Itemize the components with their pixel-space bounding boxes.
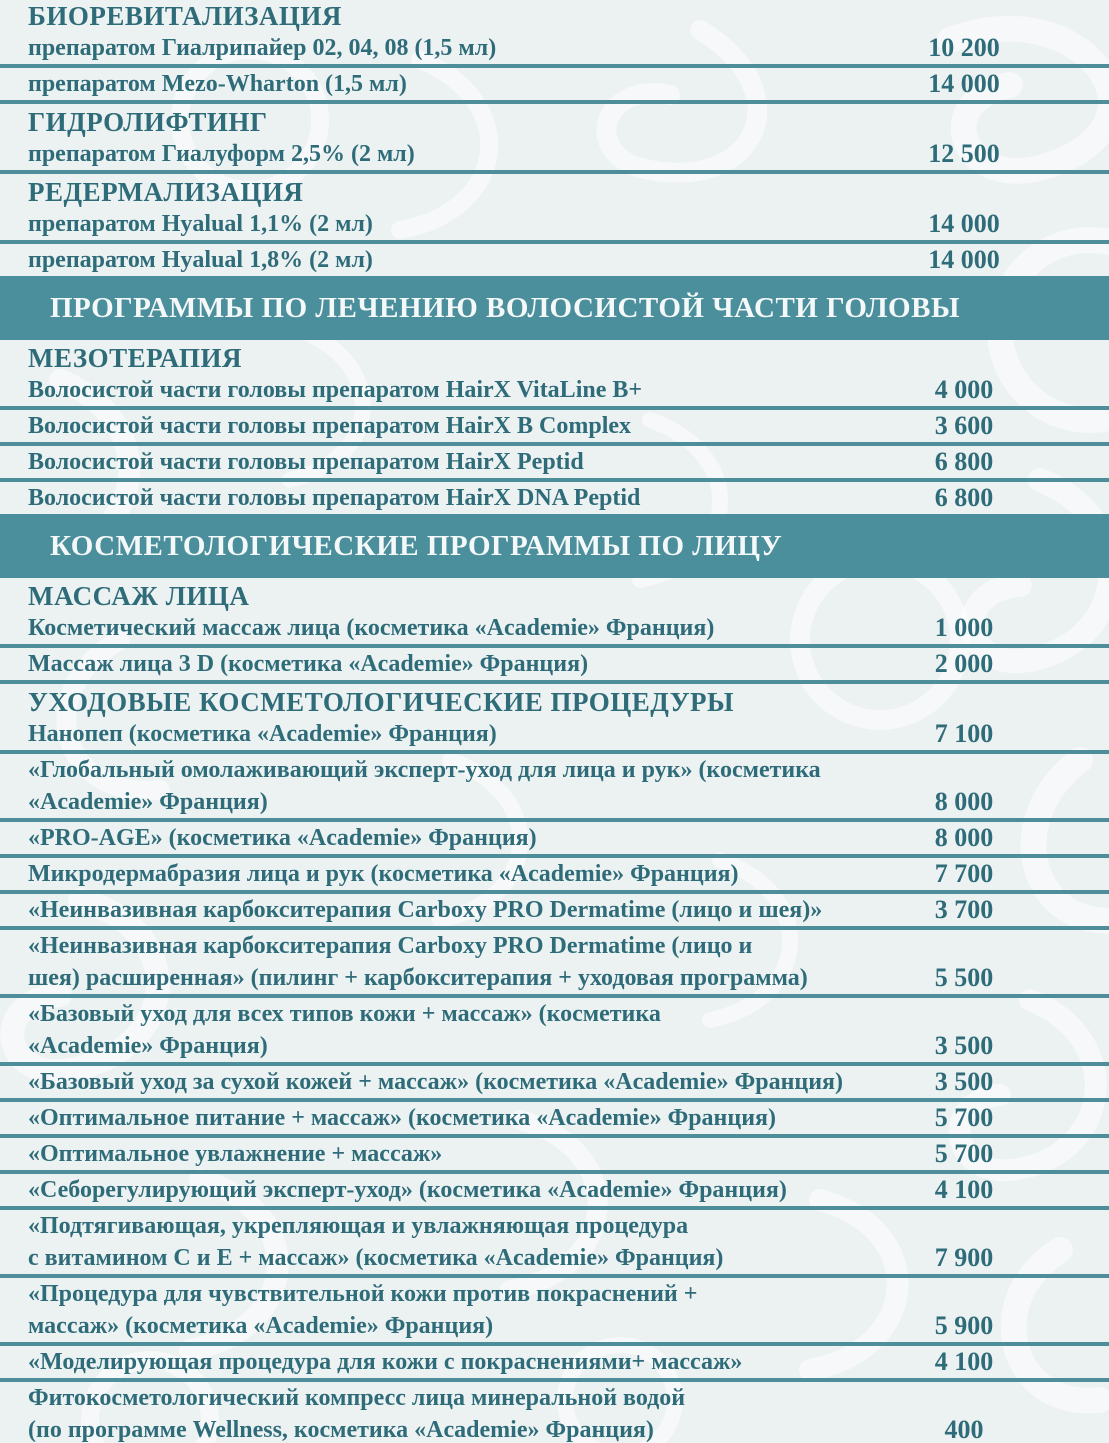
price-row bbox=[0, 1346, 1109, 1382]
category-heading-biorevitalization: БИОРЕВИТАЛИЗАЦИЯ bbox=[28, 1, 342, 31]
price-row bbox=[0, 138, 1109, 174]
service-name bbox=[0, 648, 899, 680]
service-name bbox=[0, 68, 899, 100]
service-name bbox=[0, 1210, 899, 1274]
service-name-line: «Оптимальное питание + массаж» (косметика «Academie» Франция) bbox=[28, 1105, 777, 1131]
service-name-line: препаратом Hyalual 1,1% (2 мл) bbox=[28, 211, 373, 237]
service-name bbox=[0, 1174, 899, 1206]
service-name bbox=[0, 1102, 899, 1134]
service-name-line: препаратом Гиалрипайер 02, 04, 08 (1,5 мл) bbox=[28, 35, 497, 61]
service-name bbox=[0, 858, 899, 890]
service-name-line: Волосистой части головы препаратом HairX Peptid bbox=[28, 449, 584, 475]
service-name-line: Нанопеп (косметика «Academie» Франция) bbox=[28, 721, 497, 747]
service-price: 4 000 bbox=[934, 375, 994, 404]
price-row bbox=[0, 482, 1109, 514]
service-name bbox=[0, 482, 899, 514]
service-name bbox=[0, 894, 899, 926]
service-price: 10 200 bbox=[928, 33, 1000, 62]
service-price: 14 000 bbox=[928, 245, 1000, 274]
service-name-line: Микродермабразия лица и рук (косметика «Academie» Франция) bbox=[28, 861, 739, 887]
price-row bbox=[0, 718, 1109, 754]
service-price: 3 600 bbox=[934, 411, 994, 440]
service-price: 5 700 bbox=[934, 1103, 994, 1132]
price-row bbox=[0, 68, 1109, 104]
service-name-line: Волосистой части головы препаратом HairX DNA Peptid bbox=[28, 485, 641, 511]
price-row bbox=[0, 1278, 1109, 1346]
service-name bbox=[0, 822, 899, 854]
service-name-line: препаратом Hyalual 1,8% (2 мл) bbox=[28, 247, 373, 273]
price-row bbox=[0, 1102, 1109, 1138]
service-price: 3 500 bbox=[934, 1067, 994, 1096]
service-name bbox=[0, 754, 899, 818]
service-name-line: «Себорегулирующий эксперт-уход» (косметика «Academie» Франция) bbox=[28, 1177, 787, 1203]
service-name-line: «Academie» Франция) bbox=[28, 789, 268, 815]
service-name-line: (по программе Wellness, косметика «Academie» Франция) bbox=[28, 1417, 654, 1443]
service-name bbox=[0, 1346, 899, 1378]
price-row bbox=[0, 410, 1109, 446]
service-name-line: шея) расширенная» (пилинг + карбокситерапия + уходовая программа) bbox=[28, 965, 808, 991]
service-name-line: «Процедура для чувствительной кожи против покраснений + bbox=[28, 1281, 698, 1307]
service-name-line: «Базовый уход за сухой кожей + массаж» (косметика «Academie» Франция) bbox=[28, 1069, 844, 1095]
service-name bbox=[0, 32, 899, 64]
category-heading-hydrolifting: ГИДРОЛИФТИНГ bbox=[28, 107, 268, 137]
service-price: 7 700 bbox=[934, 859, 994, 888]
price-row bbox=[0, 208, 1109, 244]
price-row bbox=[0, 1174, 1109, 1210]
service-name-line: «Academie» Франция) bbox=[28, 1033, 268, 1059]
price-row bbox=[0, 1382, 1109, 1443]
service-price: 12 500 bbox=[928, 139, 1000, 168]
price-row bbox=[0, 612, 1109, 648]
price-row bbox=[0, 244, 1109, 276]
service-name bbox=[0, 1066, 899, 1098]
service-name-line: «Неинвазивная карбокситерапия Carboxy PRO Dermatime (лицо и bbox=[28, 933, 753, 959]
category-heading-redermalization: РЕДЕРМАЛИЗАЦИЯ bbox=[28, 177, 304, 207]
service-price: 14 000 bbox=[928, 209, 1000, 238]
price-row bbox=[0, 1210, 1109, 1278]
price-row bbox=[0, 754, 1109, 822]
service-price: 6 800 bbox=[934, 447, 994, 476]
service-name bbox=[0, 138, 899, 170]
service-name-line: «PRO-AGE» (косметика «Academie» Франция) bbox=[28, 825, 537, 851]
price-row bbox=[0, 446, 1109, 482]
service-name bbox=[0, 1278, 899, 1342]
service-name-line: «Подтягивающая, укрепляющая и увлажняющая процедура bbox=[28, 1213, 689, 1239]
service-name bbox=[0, 374, 899, 406]
service-name-line: «Моделирующая процедура для кожи с покраснениями+ массаж» bbox=[28, 1349, 743, 1375]
service-price: 6 800 bbox=[934, 483, 994, 512]
service-name-line: Косметический массаж лица (косметика «Academie» Франция) bbox=[28, 615, 715, 641]
service-name-line: Волосистой части головы препаратом HairX VitaLine B+ bbox=[28, 377, 643, 403]
service-price: 400 bbox=[944, 1415, 984, 1443]
service-name bbox=[0, 410, 899, 442]
price-row bbox=[0, 1066, 1109, 1102]
service-price: 8 000 bbox=[934, 787, 994, 816]
service-price: 2 000 bbox=[934, 649, 994, 678]
price-row bbox=[0, 822, 1109, 858]
price-row bbox=[0, 858, 1109, 894]
service-name bbox=[0, 244, 899, 276]
price-row bbox=[0, 1138, 1109, 1174]
price-row bbox=[0, 998, 1109, 1066]
price-row bbox=[0, 374, 1109, 410]
service-price: 3 700 bbox=[934, 895, 994, 924]
service-name bbox=[0, 1138, 899, 1170]
service-name-line: с витамином С и Е + массаж» (косметика «Academie» Франция) bbox=[28, 1245, 724, 1271]
section-band-title: КОСМЕТОЛОГИЧЕСКИЕ ПРОГРАММЫ ПО ЛИЦУ bbox=[50, 529, 783, 562]
service-price: 14 000 bbox=[928, 69, 1000, 98]
service-name-line: препаратом Mezo-Wharton (1,5 мл) bbox=[28, 71, 407, 97]
service-name-line: «Неинвазивная карбокситерапия Carboxy PRO Dermatime (лицо и шея)» bbox=[28, 897, 823, 923]
service-name bbox=[0, 1382, 899, 1443]
service-name-line: Массаж лица 3 D (косметика «Academie» Франция) bbox=[28, 651, 589, 677]
service-price: 1 000 bbox=[934, 613, 994, 642]
category-heading-face-massage: МАССАЖ ЛИЦА bbox=[28, 581, 250, 611]
service-name-line: «Глобальный омолаживающий эксперт-уход для лица и рук» (косметика bbox=[28, 757, 821, 783]
service-name-line: массаж» (косметика «Academie» Франция) bbox=[28, 1313, 494, 1339]
service-price: 7 100 bbox=[934, 719, 994, 748]
price-row bbox=[0, 894, 1109, 930]
service-price: 5 700 bbox=[934, 1139, 994, 1168]
section-band-scalp-programs bbox=[0, 276, 1109, 340]
service-name bbox=[0, 998, 899, 1062]
service-name-line: «Базовый уход для всех типов кожи + массаж» (косметика bbox=[28, 1001, 661, 1027]
service-name-line: препаратом Гиалуформ 2,5% (2 мл) bbox=[28, 141, 415, 167]
section-band-face-programs bbox=[0, 514, 1109, 578]
service-price: 5 900 bbox=[934, 1311, 994, 1340]
category-heading-care-procedures: УХОДОВЫЕ КОСМЕТОЛОГИЧЕСКИЕ ПРОЦЕДУРЫ bbox=[28, 687, 735, 717]
service-price: 4 100 bbox=[934, 1347, 994, 1376]
service-price: 3 500 bbox=[934, 1031, 994, 1060]
service-price: 5 500 bbox=[934, 963, 994, 992]
section-band-title: ПРОГРАММЫ ПО ЛЕЧЕНИЮ ВОЛОСИСТОЙ ЧАСТИ ГОЛОВЫ bbox=[50, 291, 960, 324]
category-heading-mesotherapy: МЕЗОТЕРАПИЯ bbox=[28, 343, 242, 373]
service-name bbox=[0, 612, 899, 644]
price-row bbox=[0, 930, 1109, 998]
service-price: 4 100 bbox=[934, 1175, 994, 1204]
service-name-line: Фитокосметологический компресс лица минеральной водой bbox=[28, 1385, 686, 1411]
service-name bbox=[0, 446, 899, 478]
service-name bbox=[0, 208, 899, 240]
price-row bbox=[0, 648, 1109, 684]
service-name bbox=[0, 930, 899, 994]
service-name bbox=[0, 718, 899, 750]
service-name-line: Волосистой части головы препаратом HairX B Complex bbox=[28, 413, 632, 439]
price-row bbox=[0, 32, 1109, 68]
service-price: 7 900 bbox=[934, 1243, 994, 1272]
service-price: 8 000 bbox=[934, 823, 994, 852]
service-name-line: «Оптимальное увлажнение + массаж» bbox=[28, 1141, 443, 1167]
